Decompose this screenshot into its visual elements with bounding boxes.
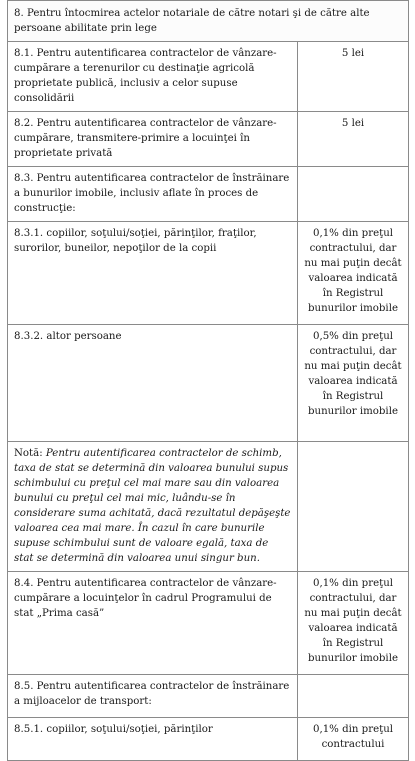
row-8-1-fee: 5 lei	[298, 42, 409, 112]
note-cell	[8, 442, 298, 572]
row-8-2-description: 8.2. Pentru autentificarea contractelor de vânzare-cumpărare, transmitere-primire a locuinţei în proprietate privată	[8, 112, 298, 167]
note-text: Pentru autentificarea contractelor de schimb, taxa de stat se determină din valoarea bunului supus schimbului cu preţul cel mai mare sau din valoarea bunului cu preţul cel mai mic, luându-se în considerare suma achitată, dacă rezultatul depăşeşte valoarea cea mai mare. În cazul în care bunurile supuse schimbului sunt de valoare egală, taxa de stat se determină din valoarea unui singur bun.	[14, 448, 291, 564]
table-row	[8, 222, 409, 325]
fee-table-document	[7, 0, 408, 761]
note-label: Notă:	[14, 448, 46, 459]
row-8-5-fee-empty	[298, 675, 409, 718]
row-8-4-description: 8.4. Pentru autentificarea contractelor de vânzare-cumpărare a locuinţelor în cadrul Programului de stat „Prima casă”	[8, 572, 298, 675]
table-row	[8, 675, 409, 718]
row-8-3-1-fee: 0,1% din preţul contractului, dar nu mai puţin decât valoarea indicată în Registrul bunurilor imobile	[298, 222, 409, 325]
note-row	[8, 442, 409, 572]
row-8-3-2-fee: 0,5% din preţul contractului, dar nu mai puţin decât valoarea indicată în Registrul bunurilor imobile	[298, 325, 409, 442]
row-8-3-fee	[298, 167, 409, 222]
fee-table	[7, 0, 409, 761]
table-row	[8, 572, 409, 675]
row-8-3-description: 8.3. Pentru autentificarea contractelor de înstrăinare a bunurilor imobile, inclusiv aflate în proces de construcţie:	[8, 167, 298, 222]
row-8-2-fee: 5 lei	[298, 112, 409, 167]
row-8-4-fee: 0,1% din preţul contractului, dar nu mai puţin decât valoarea indicată în Registrul bunurilor imobile	[298, 572, 409, 675]
row-8-5-description: 8.5. Pentru autentificarea contractelor de înstrăinare a mijloacelor de transport:	[8, 675, 298, 718]
row-8-3-2-description: 8.3.2. altor persoane	[8, 325, 298, 442]
section-header-row	[8, 1, 409, 42]
table-row	[8, 325, 409, 442]
table-row	[8, 718, 409, 761]
row-8-5-1-description: 8.5.1. copiilor, soţului/soţiei, părinţilor	[8, 718, 298, 761]
table-row	[8, 167, 409, 222]
note-fee-empty	[298, 442, 409, 572]
section-8-header: 8. Pentru întocmirea actelor notariale de către notari şi de către alte persoane abilitate prin lege	[8, 1, 409, 42]
table-row	[8, 42, 409, 112]
row-8-3-1-description: 8.3.1. copiilor, soţului/soţiei, părinţilor, fraţilor, surorilor, buneilor, nepoţilor de la copii	[8, 222, 298, 325]
row-8-5-1-fee: 0,1% din preţul contractului	[298, 718, 409, 761]
table-row	[8, 112, 409, 167]
row-8-1-description: 8.1. Pentru autentificarea contractelor de vânzare-cumpărare a terenurilor cu destinaţie agricolă proprietate publică, inclusiv a celor supuse consolidării	[8, 42, 298, 112]
